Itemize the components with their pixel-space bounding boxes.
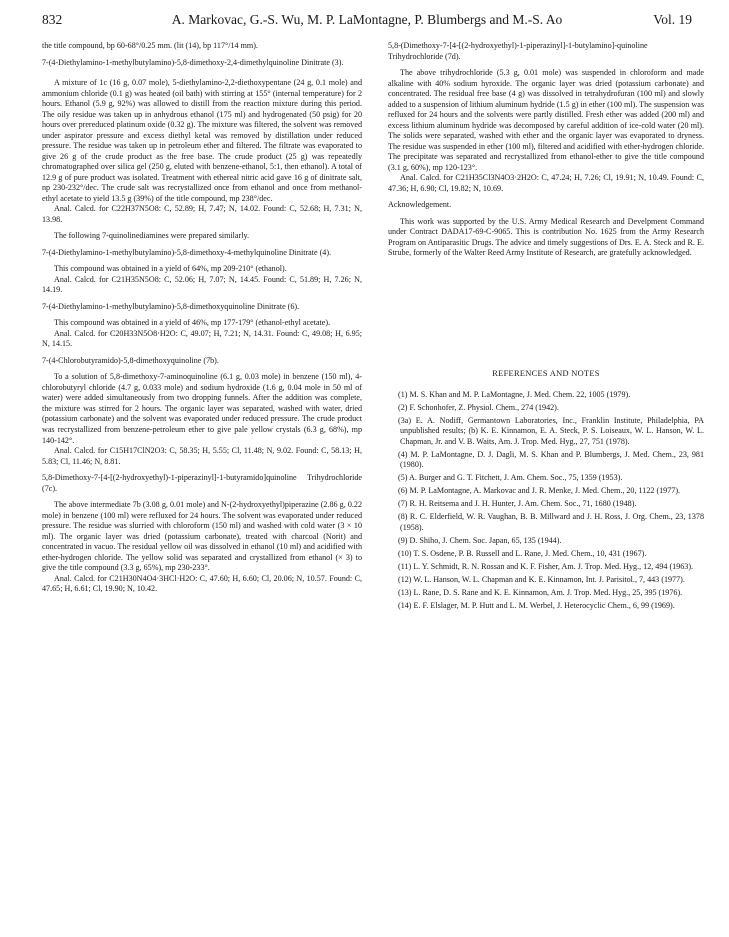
reference-item: (9) D. Shiho, J. Chem. Soc. Japan, 65, 135 (1944).: [398, 535, 562, 545]
reference-item: (8) R. C. Elderfield, W. R. Vaughan, B. B. Millward and J. H. Ross, J. Org. Chem., 23, 1378 (1958).: [398, 512, 704, 532]
analysis-line: Anal. Calcd. for C21H35Cl3N4O3·2H2O: C, 47.24; H, 7.26; Cl, 19.91; N, 10.49. Found: C, 47.36; H, 6.90; Cl, 19.82; N, 10.69.: [388, 173, 704, 193]
compound-heading: 7-(4-Chlorobutyramido)-5,8-dimethoxyquinoline (7b).: [42, 355, 219, 365]
reference-item: (11) L. Y. Schmidt, R. N. Rossan and K. F. Fisher, Am. J. Trop. Med. Hyg., 12, 494 (1963).: [398, 561, 694, 571]
acknowledgement-paragraph: This work was supported by the U.S. Army Medical Research and Develpment Command under Contract DADA17-69-C-9065. This is contribution No. 1625 from the Army Research Program on Antiparasitic Drugs. The advice and timely suggestions of Drs. E. A. Steck and R. E. Strube, formerly of the Walter Reed Army Institute of Research, are gratefully acknowledged.: [388, 216, 704, 258]
experimental-paragraph: This compound was obtained in a yield of 64%, mp 209-210° (ethanol).: [54, 264, 287, 274]
reference-item: (13) L. Rane, D. S. Rane and K. E. Kinnamon, Am. J. Trop. Med. Hyg., 25, 395 (1976).: [398, 587, 683, 597]
volume-label: Vol. 19: [653, 12, 692, 27]
compound-heading: 5,8-(Dimethoxy-7-[4-[(2-hydroxyethyl)-1-piperazinyl]-1-butylamino]-quinoline Trihydrochloride (7d).: [388, 41, 648, 61]
references-title: REFERENCES AND NOTES: [492, 368, 600, 378]
right-column: [388, 41, 704, 614]
page-number: 832: [42, 12, 63, 27]
reference-item: (1) M. S. Khan and M. P. LaMontagne, J. Med. Chem. 22, 1005 (1979).: [398, 389, 631, 399]
reference-item: (6) M. P. LaMontagne, A. Markovac and J. R. Menke, J. Med. Chem., 20, 1122 (1977).: [398, 486, 681, 496]
reference-item: (3a) E. A. Nodiff, Germantown Laboratories, Inc., Franklin Institute, Philadelphia, PA unpublished results; (b) K. E. Kinnamon, E. A. Steck, P. S. Loiseaux, W. L. Hanson, W. L. Chapman, Jr. and V. B. Waits, Am. J. Trop. Med. Hyg., 27, 751 (1978).: [398, 415, 704, 446]
analysis-line: Anal. Calcd. for C21H30N4O4·3HCl·H2O: C, 47.60; H, 6.60; Cl, 20.06; N, 10.57. Found: C, 47.65; H, 6.61; Cl, 19.90; N, 10.42.: [42, 573, 362, 594]
experimental-paragraph: To a solution of 5,8-dimethoxy-7-aminoquinoline (6.1 g, 0.03 mole) in benzene (150 ml), 4-chlorobutyryl chloride (4.7 g, 0.033 mole) and sodium hydroxide (1.6 g, 0.04 mole in 50 ml of water) were added simultaneously from two dropping funnels. After the addition was complete, the mixture was stirred for 2 hours. The organic layer was separated, washed with water, dried (potassium carbonate) and the solvent was evaporated under reduced pressure. The crude product was recrystallized from benzene-petroleum ether to give pale yellow crystals (6.3 g, 68%), mp 140-142°.: [42, 372, 362, 445]
page-header: [42, 12, 692, 32]
reference-item: (7) R. H. Reitsema and J. H. Hunter, J. Am. Chem. Soc., 71, 1680 (1948).: [398, 499, 637, 509]
text-line: the title compound, bp 60-68°/0.25 mm. (lit (14), bp 117°/14 mm).: [42, 41, 258, 50]
compound-heading: 7-(4-Diethylamino-1-methylbutylamino)-5,8-dimethoxyquinoline Dinitrate (6).: [42, 301, 300, 311]
running-authors: A. Markovac, G.-S. Wu, M. P. LaMontagne, P. Blumbergs and M.-S. Ao: [171, 12, 563, 27]
references-list: [388, 390, 704, 612]
compound-heading: 7-(4-Diethylamino-1-methylbutylamino)-5,8-dimethoxy-4-methylquinoline Dinitrate (4).: [42, 247, 332, 257]
analysis-line: Anal. Calcd. for C20H33N5O8·H2O: C, 49.07; H, 7.21; N, 14.31. Found: C, 49.08; H, 6.95; N, 14.15.: [42, 328, 362, 349]
experimental-paragraph: The following 7-quinolinediamines were prepared similarly.: [54, 231, 250, 241]
analysis-line: Anal. Calcd. for C15H17ClN2O3: C, 58.35; H, 5.55; Cl, 11.48; N, 9.02. Found: C, 58.13; H, 5.83; Cl, 11.46; N, 8.81.: [42, 446, 362, 466]
reference-item: (5) A. Burger and G. T. Fitchett, J. Am. Chem. Soc., 75, 1359 (1953).: [398, 473, 623, 483]
reference-item: (2) F. Schonhofer, Z. Physiol. Chem., 274 (1942).: [398, 402, 559, 412]
experimental-paragraph: This compound was obtained in a yield of 46%, mp 177-179° (ethanol-ethyl acetate).: [54, 318, 331, 328]
analysis-line: Anal. Calcd. for C21H35N5O8: C, 52.06; H, 7.07; N, 14.45. Found: C, 51.89; H, 7.26; N, 14.19.: [42, 274, 362, 295]
experimental-paragraph: A mixture of 1c (16 g, 0.07 mole), 5-diethylamino-2,2-diethoxypentane (24 g, 0.1 mole) and ammonium chloride (0.1 g) was heated (oil bath) with stirring at 155° (internal temperature) for 2 hours. Ethanol (5.9 g, 92%) was allowed to distill from the reaction mixture during this period. The oily residue was taken up in anhydrous ethanol (175 ml) and hydrogenated (50 psig) for 20 hours over prereduced platinum oxide (0.32 g). The mixture was filtered, the solvent was removed under aspirator pressure and excess diethyl ketal was removed by distillation under reduced pressure. The residue was taken up in petroleum ether and filtered. The filtrate was evaporated to give 26 g of the crude product as the free base. The crude product (25 g) was repeatedly chromatographed over silica gel (250 g, eluted with benzene-ethanol, 5:1, then ethanol). A total of 12.9 g of pure product was isolated. Treatment with ethereal nitric acid gave 16 g of dinitrate salt, np 230-232°/dec. The crude salt was recrystallized once from ethanol and once from methanol-ethyl acetate to yield 13.5 g (39%) of the title compound, mp 238°/dec.: [42, 78, 362, 203]
compound-heading: 7-(4-Diethylamino-1-methylbutylamino)-5,8-dimethoxy-2,4-dimethylquinoline Dinitrate (3).: [42, 57, 344, 67]
experimental-paragraph: The above trihydrochloride (5.3 g, 0.01 mole) was suspended in chloroform and made alkaline with 40% sodium hyroxide. The organic layer was dried (potassium carbonate) and concentrated. The residual free base (4 g) was dissolved in tetrahydrofuran (100 ml) and slowly added to a suspension of lithium aluminum hydride (1.5 g) in ether (100 ml). The suspension was refluxed for 24 hours and the solvents were partly distilled. Fresh ether was added (200 ml) and excess lithium aluminum hydride was decomposed by careful addition of ice-cold water (20 ml). The solids were separated, washed with ether and the organic layer was evaporated to dryness. The residue was suspended in ether (100 ml), filtered and acidified with ether-hydrogen chloride. The precipitate was separated and recrystallized from ethanol-ether to give the title compound (3.1 g, 60%), mp 120-123°.: [388, 68, 704, 172]
left-column: [42, 41, 362, 595]
acknowledgement-heading: Acknowledgement.: [388, 200, 452, 210]
compound-heading: 5,8-Dimethoxy-7-[4-[(2-hydroxyethyl)-1-piperazinyl]-1-butyramido]quinoline Trihydrochloride (7c).: [42, 473, 362, 493]
experimental-paragraph: The above intermediate 7b (3.08 g, 0.01 mole) and N-(2-hydroxyethyl)piperazine (2.86 g, 0.22 mole) in benzene (100 ml) were refluxed for 24 hours. The solvent was evaporated under reduced pressure. The residue was slurried with chloroform (150 ml) and washed with cold water (3 × 10 ml). The organic layer was dried (potassium carbonate), treated with charcoal (Norit) and concentrated in vacuo. The residual yellow oil was dissolved in ethanol (10 ml) and acidified with ether-hydrogen chloride. The yellow solid was separated and crystallized from ethanol (× 3) to give the title compound (3.3 g, 65%), mp 230-233°.: [42, 500, 362, 573]
reference-item: (4) M. P. LaMontagne, D. J. Dagli, M. S. Khan and P. Blumbergs, J. Med. Chem., 23, 981 (1980).: [398, 449, 704, 470]
reference-item: (10) T. S. Osdene, P. B. Russell and L. Rane, J. Med. Chem., 10, 431 (1967).: [398, 548, 647, 558]
reference-item: (12) W. L. Hanson, W. L. Chapman and K. E. Kinnamon, Int. J. Parisitol., 7, 443 (1977).: [398, 574, 685, 584]
analysis-line: Anal. Calcd. for C22H37N5O8: C, 52.89; H, 7.47; N, 14.02. Found: C, 52.68; H, 7.31; N, 13.98.: [42, 204, 362, 224]
reference-item: (14) E. F. Elslager, M. P. Hutt and L. M. Werbel, J. Heterocyclic Chem., 6, 99 (1969).: [398, 600, 675, 610]
